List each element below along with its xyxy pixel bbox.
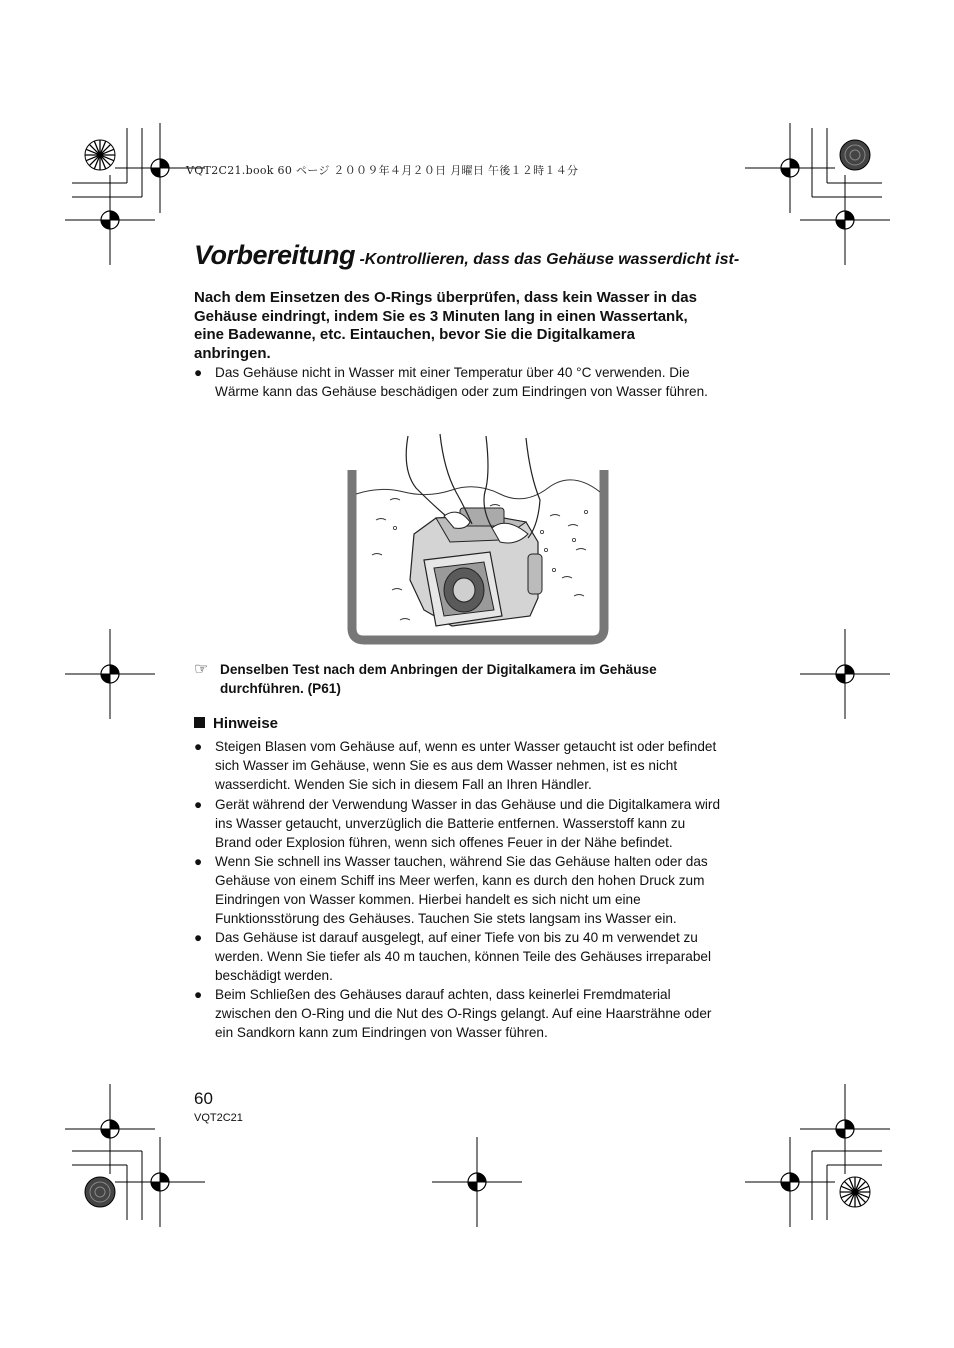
note-line: Gerät während der Verwendung Wasser in das Gehäuse und die Digitalkamera wird	[215, 797, 720, 812]
bullet-dot: ●	[194, 930, 203, 945]
title-subtitle: -Kontrollieren, dass das Gehäuse wasserdicht ist-	[359, 251, 740, 268]
notes-heading-text: Hinweise	[213, 715, 279, 732]
note-item	[194, 795, 764, 853]
bullet-dot: ●	[194, 797, 203, 812]
intro-line: Nach dem Einsetzen des O-Rings überprüfen, dass kein Wasser in das	[194, 289, 697, 306]
title-main: Vorbereitung	[194, 240, 356, 270]
note-line: sich Wasser im Gehäuse, wenn Sie es aus dem Wasser nehmen, ist es nicht	[215, 758, 678, 773]
page-number: 60	[194, 1089, 213, 1108]
intro-line: eine Badewanne, etc. Eintauchen, bevor Sie die Digitalkamera	[194, 326, 635, 343]
notes-heading	[194, 715, 278, 732]
bullet-line: Das Gehäuse nicht in Wasser mit einer Temperatur über 40 °C verwenden. Die	[215, 365, 690, 380]
note-line: ins Wasser getaucht, unverzüglich die Batterie entfernen. Wasserstoff kann zu	[215, 816, 686, 831]
reference-line: Denselben Test nach dem Anbringen der Digitalkamera im Gehäuse	[220, 662, 657, 677]
bullet-dot: ●	[194, 987, 203, 1002]
note-line: Wenn Sie schnell ins Wasser tauchen, während Sie das Gehäuse halten oder das	[215, 854, 708, 869]
note-line: wasserdicht. Wenden Sie sich in diesem Fall an Ihren Händler.	[215, 777, 592, 792]
intro-bullet	[194, 363, 764, 403]
book-header-line: VQT2C21.book 60 ページ ２００９年４月２０日 月曜日 午後１２時１４分	[186, 164, 579, 177]
intro-line: Gehäuse eindringt, indem Sie es 3 Minuten lang in einen Wassertank,	[194, 307, 688, 325]
note-item	[194, 985, 764, 1043]
note-line: Funktionsstörung des Gehäuses. Tauchen Sie stets langsam ins Wasser ein.	[215, 911, 677, 926]
note-item	[194, 928, 764, 986]
intro-instruction	[194, 289, 764, 363]
submersion-illustration	[340, 430, 620, 650]
note-line: beschädigt werden.	[215, 968, 333, 983]
model-code: VQT2C21	[194, 1112, 243, 1124]
bullet-dot: ●	[194, 365, 203, 380]
note-line: Eindringen von Wasser kommen. Hierbei handelt es sich nicht um eine	[215, 892, 641, 907]
note-line: Brand oder Explosion führen, wenn sich offenes Feuer in der Nähe befindet.	[215, 835, 673, 850]
note-line: werden. Wenn Sie tiefer als 40 m tauchen, können Teile des Gehäuses irreparabel	[215, 949, 711, 964]
note-line: ein Sandkorn kann zum Eindringen von Wasser führen.	[215, 1025, 548, 1040]
square-bullet-icon	[194, 717, 205, 728]
note-line: Das Gehäuse ist darauf ausgelegt, auf einer Tiefe von bis zu 40 m verwendet zu	[215, 930, 698, 945]
note-line: Steigen Blasen vom Gehäuse auf, wenn es unter Wasser getaucht ist oder befindet	[215, 739, 717, 754]
page-title	[194, 240, 739, 271]
reference-link[interactable]: durchführen. (P61)	[220, 681, 341, 696]
pointing-hand-icon: ☞	[194, 661, 209, 678]
note-line: Gehäuse von einem Schiff ins Meer werfen, kann es durch den hohen Druck zum	[215, 873, 705, 888]
bullet-dot: ●	[194, 854, 203, 869]
note-line: zwischen den O-Ring und die Nut des O-Rings gelangt. Auf eine Haarsträhne oder	[215, 1006, 712, 1021]
note-item	[194, 737, 764, 795]
intro-line: anbringen.	[194, 344, 271, 362]
bullet-line: Wärme kann das Gehäuse beschädigen oder zum Eindringen von Wasser führen.	[215, 384, 708, 399]
note-item	[194, 852, 764, 929]
note-line: Beim Schließen des Gehäuses darauf achten, dass keinerlei Fremdmaterial	[215, 987, 671, 1002]
bullet-dot: ●	[194, 739, 203, 754]
